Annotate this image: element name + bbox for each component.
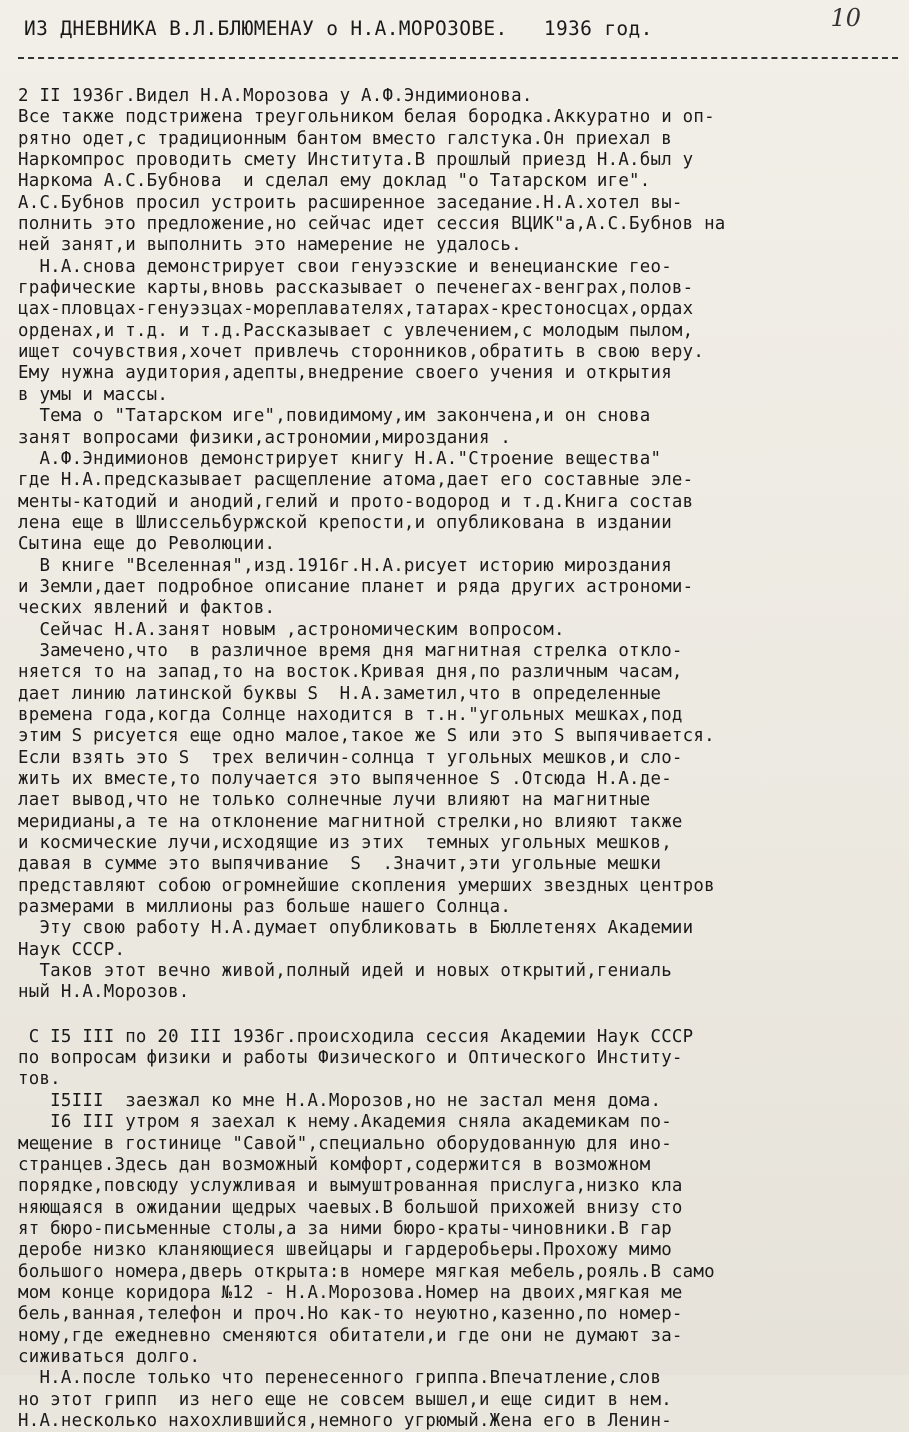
text-line: жить их вместе,то получается это выпяченное S .Отсюда Н.А.де- [18,769,672,789]
text-line: Н.А.несколько нахохлившийся,немного угрюмый.Жена его в Ленин- [18,1410,672,1431]
text-line: размерами в миллионы раз больше нашего Солнца. [18,897,512,918]
text-line: ный Н.А.Морозов. [18,982,190,1003]
text-line: сиживаться долго. [18,1346,201,1367]
text-line: порядке,повсюду услужливая и вымуштрованная прислуга,низко кла [18,1176,683,1197]
text-line: ческих явлений и фактов. [18,598,276,619]
page-number: 10 [830,4,861,32]
text-line: ней занят,и выполнить это намерение не удалось. [18,235,522,256]
text-line: Таков этот вечно живой,полный идей и новых открытий,гениаль [18,961,672,982]
document-body [18,86,903,1432]
text-line: Н.А.снова демонстрирует свои генуэзские и венецианские гео- [18,256,672,277]
text-line: мом конце коридора №12 - Н.А.Морозова.Номер на двоих,мягкая ме [18,1282,683,1303]
text-line: дает линию латинской буквы S Н.А.заметил,что в определенные [18,683,662,704]
text-line: Если взять это S трех величин-солнца т угольных мешков,и сло- [18,747,683,768]
text-line: и космические лучи,исходящие из этих темных угольных мешков, [18,833,672,854]
text-line: этим S рисуется еще одно малое,такое же S или это S выпячивается. [18,726,715,747]
text-line: по вопросам физики и работы Физического и Оптического Институ- [18,1048,683,1069]
text-line: няющаяся в ожидании щедрых чаевых.В большой прихожей внизу сто [18,1197,683,1218]
text-line: полнить это предложение,но сейчас идет сессия ВЦИК"а,А.С.Бубнов на [18,214,726,235]
text-line: Тема о "Татарском иге",повидимому,им закончена,и он снова [18,406,651,427]
text-line: орденах,и т.д. и т.д.Рассказывает с увлечением,с молодым пылом, [18,320,694,341]
text-line: Эту свою работу Н.А.думает опубликовать в Бюллетенях Академии [18,918,694,939]
text-line: странцев.Здесь дан возможный комфорт,содержится в возможном [18,1154,651,1175]
text-line: времена года,когда Солнце находится в т.н."угольных мешках,под [18,704,683,725]
section-gap [18,1004,903,1027]
text-line: графические карты,вновь рассказывает о печенегах-венграх,полов- [18,278,694,299]
text-line: Сейчас Н.А.занят новым ,астрономическим вопросом. [18,619,565,640]
text-line: занят вопросами физики,астрономии,мироздания . [18,427,512,448]
text-line: представляют собою огромнейшие скопления умерших звездных центров [18,875,715,896]
text-line: Сытина еще до Революции. [18,534,276,555]
title-divider [18,57,898,59]
text-line: Наук СССР. [18,939,126,960]
text-line: Наркома А.С.Бубнова и сделал ему доклад "о Татарском иге". [18,171,651,192]
document-title: ИЗ ДНЕВНИКА В.Л.БЛЮМЕНАУ о Н.А.МОРОЗОВЕ. 1936 год. [24,17,653,40]
text-line: меридианы,а те на отклонение магнитной стрелки,но влияют также [18,811,683,832]
text-line: Все также подстрижена треугольником белая бородка.Аккуратно и оп- [18,107,715,128]
text-line: Н.А.после только что перенесенного гриппа.Впечатление,слов [18,1368,662,1389]
text-line: бель,ванная,телефон и проч.Но как-то неуютно,казенно,по номер- [18,1304,683,1325]
text-line: большого номера,дверь открыта:в номере мягкая мебель,рояль.В само [18,1261,715,1282]
text-line: в умы и массы. [18,384,169,405]
text-line: лает вывод,что не только солнечные лучи влияют на магнитные [18,790,651,811]
text-line: ищет сочувствия,хочет привлечь сторонников,обратить в свою веру. [18,342,705,363]
text-line: где Н.А.предсказывает расщепление атома,дает его составные эле- [18,470,694,491]
text-line: 2 II 1936г.Видел Н.А.Морозова у А.Ф.Эндимионова. [18,86,533,106]
text-line: В книге "Вселенная",изд.1916г.Н.А.рисует историю мироздания [18,555,672,576]
text-line: А.Ф.Эндимионов демонстрирует книгу Н.А."Строение вещества" [18,448,662,469]
text-line: Ему нужна аудитория,адепты,внедрение своего учения и открытия [18,363,672,384]
text-line: мещение в гостинице "Савой",специально оборудованную для ино- [18,1133,672,1154]
text-line: тов. [18,1069,61,1090]
text-line: С I5 III по 20 III 1936г.происходила сессия Академии Наук СССР [18,1026,694,1047]
text-line: ят бюро-письменные столы,а за ними бюро-краты-чиновники.В гар [18,1218,672,1239]
text-line: ному,где ежедневно сменяются обитатели,и где они не думают за- [18,1325,683,1346]
text-line: Замечено,что в различное время дня магнитная стрелка откло- [18,640,683,661]
text-line: няется то на запад,то на восток.Кривая дня,по различным часам, [18,662,683,683]
text-line: деробе низко кланяющиеся швейцары и гардеробьеры.Прохожу мимо [18,1240,672,1261]
text-line: лена еще в Шлиссельбуржской крепости,и опубликована в издании [18,512,672,533]
text-line: цах-пловцах-генуэзцах-мореплавателях,татарах-крестоносцах,ордах [18,299,694,320]
text-line: А.С.Бубнов просил устроить расширенное заседание.Н.А.хотел вы- [18,192,683,213]
text-line: I6 III утром я заехал к нему.Академия сняла академикам по- [18,1112,672,1133]
text-line: менты-катодий и анодий,гелий и прото-водород и т.д.Книга состав [18,491,694,512]
text-line: рятно одет,с традиционным бантом вместо галстука.Он приехал в [18,128,672,149]
text-line: Наркомпрос проводить смету Института.В прошлый приезд Н.А.был у [18,150,694,171]
text-line: но этот грипп из него еще не совсем вышел,и еще сидит в нем. [18,1389,672,1410]
text-line: I5III заезжал ко мне Н.А.Морозов,но не застал меня дома. [18,1090,662,1111]
text-line: и Земли,дает подробное описание планет и ряда других астрономи- [18,576,694,597]
text-line: давая в сумме это выпячивание S .Значит,эти угольные мешки [18,854,662,875]
